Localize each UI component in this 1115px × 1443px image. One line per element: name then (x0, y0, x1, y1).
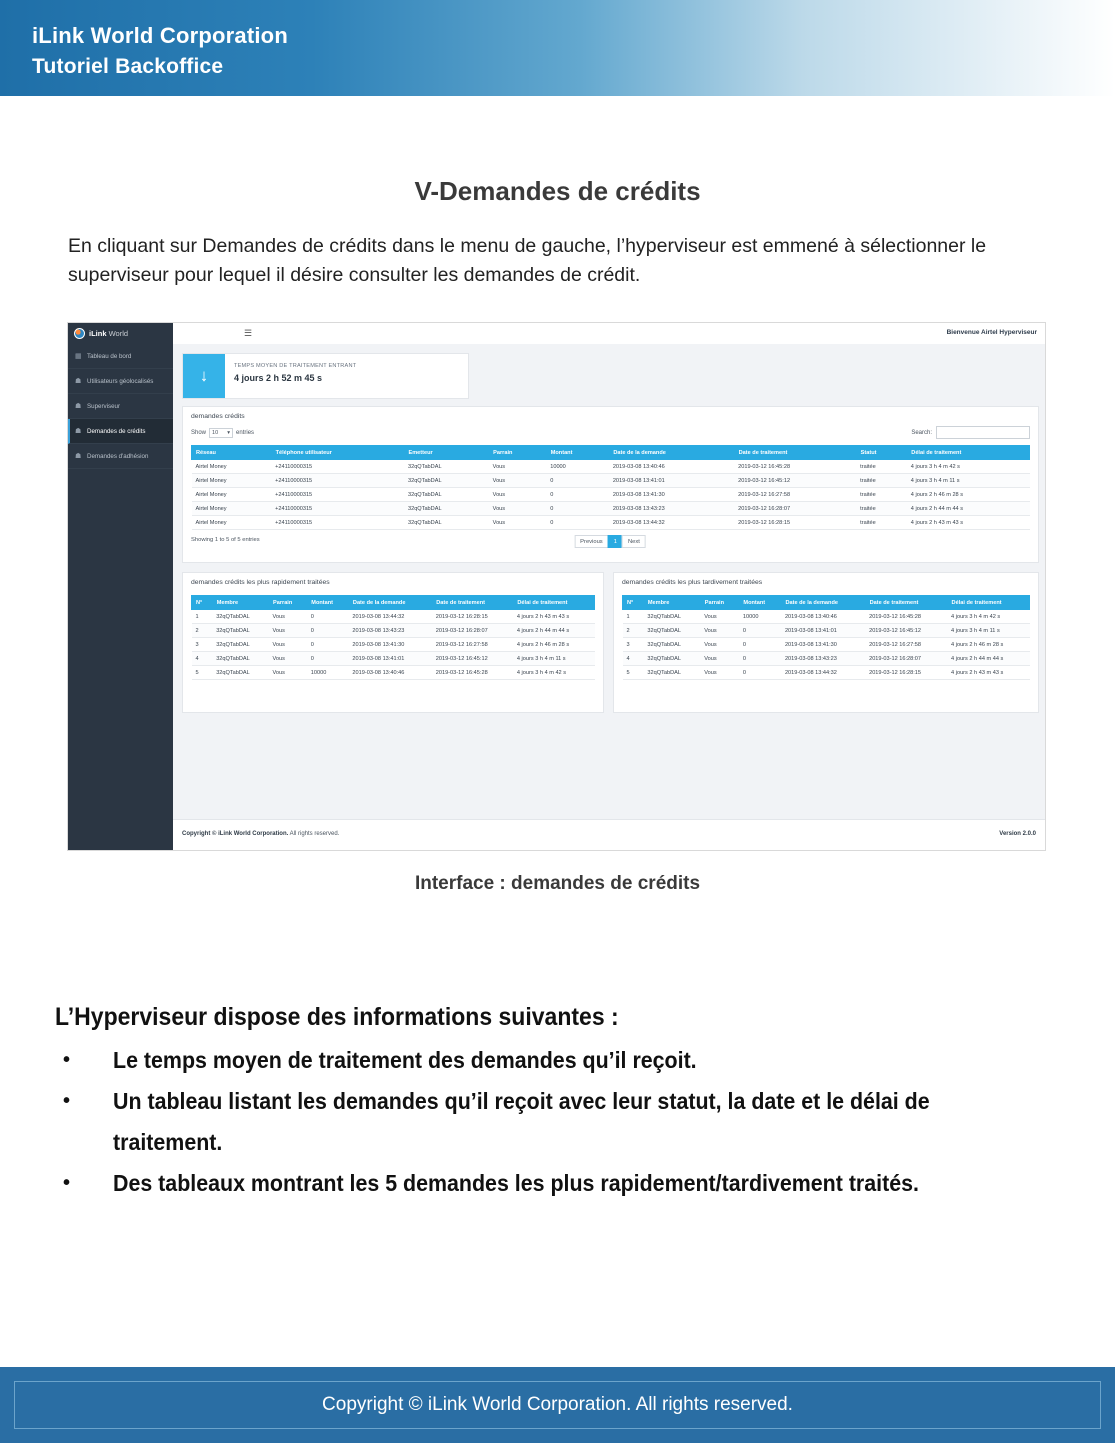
table-controls (191, 426, 1030, 442)
col-telephone[interactable]: Téléphone utilisateur (271, 446, 404, 460)
cell-statut: traitée (856, 516, 907, 530)
app-footer (173, 819, 1045, 851)
cell-date-traitement: 2019-03-12 16:28:07 (865, 652, 947, 666)
cell-delai: 4 jours 2 h 43 m 43 s (513, 610, 595, 624)
page-title: V-Demandes de crédits (414, 176, 701, 206)
table-row[interactable] (192, 638, 595, 652)
narrative-block (55, 1003, 1075, 1204)
cell-numero: 3 (192, 638, 213, 652)
col-reseau[interactable]: Réseau (192, 446, 272, 460)
list-item-label: Le temps moyen de traitement des demandes qu’il reçoit. (113, 1047, 697, 1073)
cell-montant: 10000 (739, 610, 781, 624)
cell-parrain: Vous (269, 610, 307, 624)
pagination-previous[interactable]: Previous (574, 535, 609, 548)
cell-membre: 32qQTabDAL (212, 624, 268, 638)
list-item (55, 1163, 1075, 1204)
cell-membre: 32qQTabDAL (643, 666, 700, 680)
user-icon: ☗ (75, 402, 82, 410)
list-item-label: Des tableaux montrant les 5 demandes les plus rapidement/tardivement traités. (113, 1170, 919, 1196)
table-row[interactable] (192, 666, 595, 680)
list-item-label: Un tableau listant les demandes qu’il reçoit avec leur statut, la date et le délai de traitement. (113, 1088, 930, 1155)
cell-delai: 4 jours 3 h 4 m 11 s (907, 474, 1030, 488)
cell-parrain: Vous (700, 624, 739, 638)
cell-membre: 32qQTabDAL (643, 652, 700, 666)
app-copyright (182, 831, 339, 837)
cell-reseau: Airtel Money (192, 488, 272, 502)
cell-montant: 0 (307, 610, 349, 624)
sidebar-item-utilisateurs-geolocalises[interactable] (68, 369, 173, 394)
intro-paragraph: En cliquant sur Demandes de crédits dans le menu de gauche, l’hyperviseur est emmené à sélectionner le superviseur pour lequel il désire consulter les demandes de crédit. (68, 235, 987, 286)
cell-date-demande: 2019-03-08 13:41:30 (609, 488, 734, 502)
cell-montant: 10000 (546, 460, 609, 474)
table-row[interactable] (192, 488, 1030, 502)
cell-delai: 4 jours 2 h 44 m 44 s (907, 502, 1030, 516)
cell-statut: traitée (856, 460, 907, 474)
fast-table (191, 595, 595, 680)
cell-numero: 4 (623, 652, 644, 666)
cell-delai: 4 jours 3 h 4 m 11 s (513, 652, 595, 666)
globe-icon (74, 328, 85, 339)
cell-telephone: +24110000315 (271, 516, 404, 530)
cell-date-traitement: 2019-03-12 16:27:58 (432, 638, 513, 652)
cell-date-traitement: 2019-03-12 16:27:58 (865, 638, 947, 652)
col-montant: Montant (307, 596, 349, 610)
cell-numero: 5 (623, 666, 644, 680)
panel-title: demandes crédits les plus tardivement traitées (622, 579, 763, 586)
cell-parrain: Vous (489, 474, 547, 488)
narrative-list (55, 1040, 1075, 1204)
table-row[interactable] (192, 474, 1030, 488)
cell-parrain: Vous (700, 666, 739, 680)
cell-emetteur: 32qQTabDAL (404, 502, 489, 516)
cell-date-demande: 2019-03-08 13:44:32 (781, 666, 865, 680)
cell-date-traitement: 2019-03-12 16:28:15 (432, 610, 513, 624)
cell-telephone: +24110000315 (271, 460, 404, 474)
entries-per-page-select[interactable] (209, 428, 233, 438)
cell-delai: 4 jours 3 h 4 m 42 s (947, 610, 1029, 624)
cell-montant: 0 (307, 624, 349, 638)
cell-reseau: Airtel Money (192, 516, 272, 530)
brand-bold: iLink (89, 329, 107, 338)
narrative-heading: L’Hyperviseur dispose des informations suivantes : (55, 1003, 619, 1031)
cell-delai: 4 jours 3 h 4 m 42 s (907, 460, 1030, 474)
cell-delai: 4 jours 2 h 46 m 28 s (947, 638, 1029, 652)
table-footer (191, 537, 1030, 553)
col-membre: Membre (212, 596, 268, 610)
cell-reseau: Airtel Money (192, 502, 272, 516)
arrow-down-icon: ↓ (183, 354, 225, 398)
cell-parrain: Vous (269, 638, 307, 652)
table-row[interactable] (192, 652, 595, 666)
cell-parrain: Vous (700, 610, 739, 624)
brand-light: World (108, 329, 129, 338)
search-label: Search: (911, 429, 932, 436)
cell-date-traitement: 2019-03-12 16:45:12 (865, 624, 947, 638)
pagination-page-1[interactable]: 1 (608, 535, 623, 548)
cell-emetteur: 32qQTabDAL (404, 488, 489, 502)
cell-numero: 3 (623, 638, 644, 652)
page-header-band (0, 0, 1115, 96)
app-sidebar (68, 344, 173, 850)
cell-montant: 0 (307, 652, 349, 666)
users-icon: ☗ (75, 377, 82, 385)
cell-delai: 4 jours 2 h 43 m 43 s (907, 516, 1030, 530)
cell-delai: 4 jours 3 h 4 m 42 s (513, 666, 595, 680)
panel-plus-tardivement-traitees (613, 572, 1039, 713)
col-membre: Membre (643, 596, 700, 610)
cell-montant: 0 (546, 488, 609, 502)
table-row[interactable] (192, 516, 1030, 530)
col-date-demande[interactable]: Date de la demande (609, 446, 734, 460)
cell-date-demande: 2019-03-08 13:41:30 (781, 638, 865, 652)
entries-value: 10 (212, 430, 219, 436)
col-parrain[interactable]: Parrain (489, 446, 547, 460)
list-item (55, 1040, 1075, 1081)
pagination-next[interactable]: Next (622, 535, 646, 548)
table-header-row (192, 596, 595, 610)
table-header-row (192, 446, 1030, 460)
cell-montant: 10000 (307, 666, 349, 680)
col-delai[interactable]: Délai de traitement (907, 446, 1030, 460)
document-subtitle: Tutoriel Backoffice (32, 55, 224, 78)
cell-date-traitement: 2019-03-12 16:27:58 (734, 488, 856, 502)
col-parrain: Parrain (700, 596, 739, 610)
app-logo[interactable] (68, 323, 173, 344)
cell-date-demande: 2019-03-08 13:44:32 (348, 610, 431, 624)
col-date-traitement: Date de traitement (865, 596, 947, 610)
cell-date-traitement: 2019-03-12 16:28:15 (734, 516, 856, 530)
cell-date-demande: 2019-03-08 13:40:46 (609, 460, 734, 474)
cell-parrain: Vous (700, 652, 739, 666)
cell-statut: traitée (856, 474, 907, 488)
col-date-demande: Date de la demande (348, 596, 431, 610)
cell-membre: 32qQTabDAL (212, 652, 268, 666)
col-date-traitement: Date de traitement (432, 596, 513, 610)
cell-membre: 32qQTabDAL (212, 610, 268, 624)
cell-membre: 32qQTabDAL (643, 610, 700, 624)
cell-emetteur: 32qQTabDAL (404, 516, 489, 530)
cell-montant: 0 (546, 502, 609, 516)
cell-delai: 4 jours 2 h 46 m 28 s (907, 488, 1030, 502)
table-header-row (623, 596, 1030, 610)
cell-date-traitement: 2019-03-12 16:45:28 (432, 666, 513, 680)
cell-date-demande: 2019-03-08 13:44:32 (609, 516, 734, 530)
sidebar-item-demandes-dadhesion[interactable] (68, 444, 173, 469)
cell-delai: 4 jours 2 h 44 m 44 s (947, 652, 1029, 666)
panel-title: demandes crédits les plus rapidement traitées (191, 579, 330, 586)
cell-numero: 1 (192, 610, 213, 624)
cell-date-demande: 2019-03-08 13:43:23 (781, 652, 865, 666)
col-delai: Délai de traitement (513, 596, 595, 610)
credit-icon: ☗ (75, 427, 82, 435)
cell-date-traitement: 2019-03-12 16:28:15 (865, 666, 947, 680)
join-icon: ☗ (75, 452, 82, 460)
cell-montant: 0 (546, 474, 609, 488)
show-label: Show (191, 430, 207, 436)
cell-membre: 32qQTabDAL (212, 638, 268, 652)
company-name: iLink World Corporation (32, 23, 288, 48)
cell-date-demande: 2019-03-08 13:40:46 (781, 610, 865, 624)
table-row[interactable] (192, 610, 595, 624)
show-entries-control (191, 428, 254, 438)
chevron-down-icon: ▾ (227, 430, 231, 436)
search-input[interactable] (936, 426, 1030, 439)
cell-delai: 4 jours 3 h 4 m 11 s (947, 624, 1029, 638)
pagination (575, 535, 646, 548)
cell-statut: traitée (856, 488, 907, 502)
col-statut[interactable]: Statut (856, 446, 907, 460)
list-item (55, 1081, 1075, 1163)
col-delai: Délai de traitement (947, 596, 1029, 610)
cell-statut: traitée (856, 502, 907, 516)
app-topbar (68, 323, 1045, 345)
bullet-icon: • (63, 1049, 71, 1071)
cell-date-traitement: 2019-03-12 16:45:28 (734, 460, 856, 474)
cell-date-traitement: 2019-03-12 16:28:07 (432, 624, 513, 638)
bullet-icon: • (63, 1090, 71, 1112)
figure-caption: Interface : demandes de crédits (414, 873, 701, 894)
cell-numero: 4 (192, 652, 213, 666)
table-row[interactable] (192, 502, 1030, 516)
sidebar-item-superviseur[interactable] (68, 394, 173, 419)
cell-montant: 0 (739, 624, 781, 638)
col-parrain: Parrain (269, 596, 307, 610)
sidebar-item-label: Demandes de crédits (87, 427, 146, 435)
sidebar-item-label: Demandes d'adhésion (87, 452, 149, 460)
cell-date-demande: 2019-03-08 13:41:01 (781, 624, 865, 638)
col-montant: Montant (739, 596, 781, 610)
search-control (911, 426, 1030, 439)
col-numero: N° (623, 596, 644, 610)
panel-title: demandes crédits (191, 413, 245, 420)
cell-parrain: Vous (269, 652, 307, 666)
col-numero: N° (192, 596, 213, 610)
cell-parrain: Vous (700, 638, 739, 652)
slow-table (622, 595, 1030, 680)
table-row[interactable] (192, 460, 1030, 474)
cell-membre: 32qQTabDAL (643, 624, 700, 638)
cell-reseau: Airtel Money (192, 474, 272, 488)
table-row[interactable] (623, 666, 1030, 680)
app-version: Version 2.0.0 (999, 831, 1036, 837)
cell-montant: 0 (739, 652, 781, 666)
cell-parrain: Vous (269, 666, 307, 680)
cell-parrain: Vous (269, 624, 307, 638)
menu-toggle-icon[interactable]: ☰ (244, 328, 253, 338)
app-content (173, 344, 1045, 850)
cell-emetteur: 32qQTabDAL (404, 474, 489, 488)
cell-date-traitement: 2019-03-12 16:45:28 (865, 610, 947, 624)
cell-numero: 2 (623, 624, 644, 638)
kpi-label: TEMPS MOYEN DE TRAITEMENT ENTRANT (234, 363, 357, 369)
sidebar-item-demandes-de-credits[interactable] (68, 419, 173, 444)
bullet-icon: • (63, 1172, 71, 1194)
entries-label: entries (236, 430, 255, 436)
cell-numero: 5 (192, 666, 213, 680)
cell-montant: 0 (739, 666, 781, 680)
cell-telephone: +24110000315 (271, 502, 404, 516)
kpi-value: 4 jours 2 h 52 m 45 s (234, 373, 323, 383)
cell-parrain: Vous (489, 516, 547, 530)
sidebar-item-label: Utilisateurs géolocalisés (87, 377, 154, 385)
app-copyright-rest: All rights reserved. (288, 831, 340, 837)
sidebar-item-tableau-de-bord[interactable] (68, 344, 173, 369)
cell-telephone: +24110000315 (271, 474, 404, 488)
cell-numero: 2 (192, 624, 213, 638)
cell-date-demande: 2019-03-08 13:43:23 (348, 624, 431, 638)
embedded-screenshot (67, 322, 1046, 851)
cell-reseau: Airtel Money (192, 460, 272, 474)
table-row[interactable] (623, 638, 1030, 652)
showing-entries-label: Showing 1 to 5 of 5 entries (191, 537, 260, 543)
cell-parrain: Vous (489, 502, 547, 516)
col-date-traitement[interactable]: Date de traitement (734, 446, 856, 460)
cell-emetteur: 32qQTabDAL (404, 460, 489, 474)
table-row[interactable] (192, 624, 595, 638)
panel-plus-rapidement-traitees (182, 572, 604, 713)
cell-date-traitement: 2019-03-12 16:28:07 (734, 502, 856, 516)
cell-telephone: +24110000315 (271, 488, 404, 502)
demandes-credits-table (191, 445, 1030, 530)
page-footer-text: Copyright © iLink World Corporation. All rights reserved. (322, 1394, 793, 1415)
cell-date-demande: 2019-03-08 13:41:01 (348, 652, 431, 666)
cell-delai: 4 jours 2 h 44 m 44 s (513, 624, 595, 638)
panel-demandes-credits (182, 406, 1039, 563)
cell-montant: 0 (739, 638, 781, 652)
cell-delai: 4 jours 2 h 46 m 28 s (513, 638, 595, 652)
col-montant[interactable]: Montant (546, 446, 609, 460)
table-row[interactable] (623, 652, 1030, 666)
app-copyright-bold: Copyright © iLink World Corporation. (182, 831, 289, 837)
cell-montant: 0 (546, 516, 609, 530)
table-row[interactable] (623, 624, 1030, 638)
cell-date-traitement: 2019-03-12 16:45:12 (734, 474, 856, 488)
dashboard-icon: ▦ (75, 352, 82, 360)
cell-delai: 4 jours 2 h 43 m 43 s (947, 666, 1029, 680)
sidebar-item-label: Superviseur (87, 402, 121, 410)
cell-date-demande: 2019-03-08 13:41:30 (348, 638, 431, 652)
cell-membre: 32qQTabDAL (643, 638, 700, 652)
col-date-demande: Date de la demande (781, 596, 865, 610)
cell-parrain: Vous (489, 460, 547, 474)
page-footer-band (0, 1367, 1115, 1443)
welcome-label: Bienvenue Airtel Hyperviseur (946, 329, 1037, 336)
cell-numero: 1 (623, 610, 644, 624)
kpi-card-temps-moyen (182, 353, 469, 399)
cell-date-demande: 2019-03-08 13:43:23 (609, 502, 734, 516)
sidebar-item-label: Tableau de bord (87, 352, 132, 360)
cell-date-demande: 2019-03-08 13:40:46 (348, 666, 431, 680)
table-row[interactable] (623, 610, 1030, 624)
col-emetteur[interactable]: Emetteur (404, 446, 489, 460)
cell-montant: 0 (307, 638, 349, 652)
cell-parrain: Vous (489, 488, 547, 502)
cell-date-demande: 2019-03-08 13:41:01 (609, 474, 734, 488)
cell-membre: 32qQTabDAL (212, 666, 268, 680)
cell-date-traitement: 2019-03-12 16:45:12 (432, 652, 513, 666)
